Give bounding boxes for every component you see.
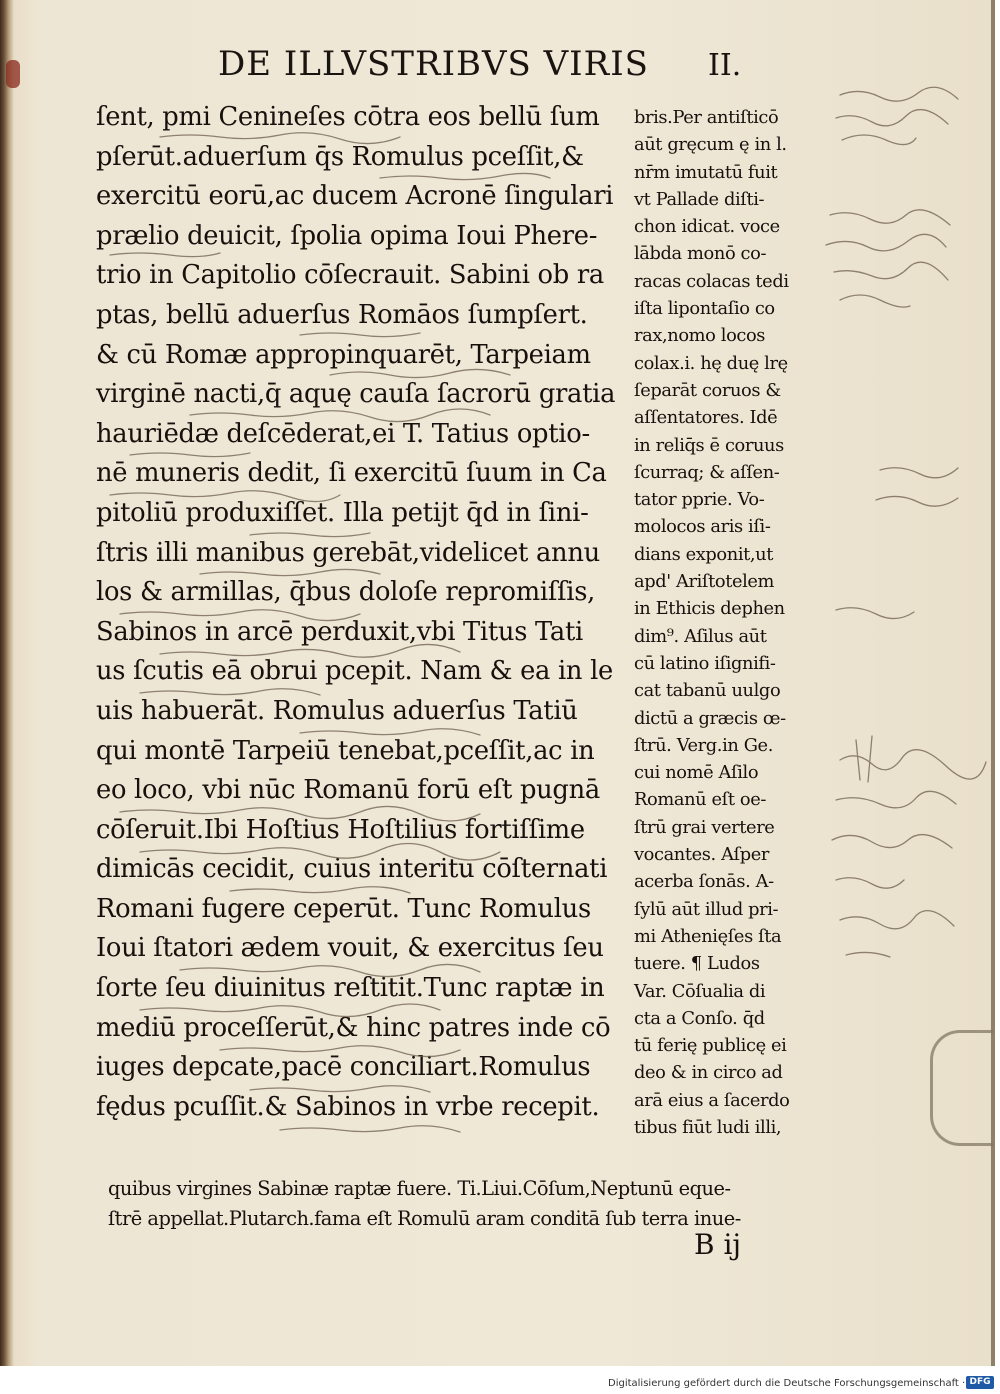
margin-scribble	[846, 952, 890, 957]
margin-scribble	[836, 878, 904, 888]
gloss-line: arā eius a ſacerdo	[634, 1089, 790, 1111]
gloss-line: in Ethicis dephen	[634, 598, 785, 620]
gloss-line: tibus fiūt ludi illi,	[634, 1116, 782, 1138]
interlinear-gloss	[380, 173, 550, 179]
main-text-line: nē muneris dedit, ſi exercitū ſuum in Ca	[96, 458, 607, 489]
interlinear-gloss	[330, 369, 510, 377]
main-text-line: us ſcutis eā obrui pcepit. Nam & ea in le	[96, 656, 613, 687]
main-text-line: ſtris illi manibus gerebāt,videlicet annu	[96, 537, 600, 568]
funding-credit: Digitalisierung gefördert durch die Deutsche Forschungsgemeinschaft ·	[608, 1378, 966, 1389]
gloss-line: ſylū aūt illud pri-	[634, 898, 779, 920]
margin-scribble	[840, 750, 986, 779]
gloss-line: iſta lipontaſio co	[634, 298, 775, 320]
interlinear-gloss	[300, 333, 420, 337]
main-text-line: ſorte ſeu diuinitus reſtitit.Tunc raptæ in	[96, 973, 605, 1004]
gloss-line: dictū a græcis œ-	[634, 707, 786, 729]
main-text-line: pitoliū produxiſſet. Illa petijt q̄d in ſini-	[96, 497, 589, 528]
gloss-line: acerba ſonās. A-	[634, 871, 774, 893]
main-text-line: ſent, pmi Cenineſes cōtra eos bellū ſum	[96, 102, 600, 132]
gloss-line: vt Pallade diſti-	[634, 188, 765, 210]
running-head: DE ILLVSTRIBVS VIRIS	[218, 44, 649, 84]
gloss-line: molocos aris iſi-	[634, 516, 771, 538]
gloss-line: tator pprie. Vo-	[634, 489, 765, 511]
gloss-line: colax.i. hę duę lrę	[634, 352, 788, 374]
margin-scribble	[830, 210, 950, 225]
main-text-line: cōſeruit.Ibi Hoſtius Hoſtilius fortiſſime	[96, 814, 585, 845]
gloss-line: ſcurraq; & aſſen-	[634, 461, 780, 483]
gloss-line: ſtrū. Verg.in Ge.	[634, 734, 773, 756]
interlinear-gloss	[120, 806, 480, 821]
gloss-line: aſſentatores. Idē	[634, 407, 778, 429]
gloss-line: mi Athenięſes ſta	[634, 925, 782, 947]
main-text-line: mediū proceſſerūt,& hinc patres inde cō	[96, 1012, 611, 1043]
main-text-line: qui montē Tarpeiū tenebat,pceſſit,ac in	[96, 735, 595, 766]
margin-scribble	[836, 791, 956, 808]
interlinear-gloss	[160, 644, 460, 657]
gloss-line: cū latino iſignifi-	[634, 652, 776, 674]
interlinear-gloss	[250, 533, 370, 537]
main-text-line: prælio deuicit, ſpolia opima Ioui Phere-	[96, 220, 598, 251]
interlinear-gloss	[280, 1126, 460, 1132]
dfg-logo: DFG	[966, 1376, 994, 1389]
margin-scribble	[842, 135, 916, 145]
main-text-line: exercitū eorū,ac ducem Acronē ſingulari	[96, 181, 614, 212]
main-text-line: pſerūt.aduerſum q̄s Romulus pceſſit,&	[96, 141, 584, 172]
margin-scribble	[840, 911, 954, 929]
main-text-line: iuges depcate,pacē conciliart.Romulus	[96, 1052, 591, 1083]
interlinear-gloss	[140, 689, 320, 695]
main-text-line: ptas, bellū aduerſus Romāos ſumpſert.	[96, 299, 588, 330]
main-text-line: los & armillas, q̄bus doloſe repromiſſis,	[96, 577, 596, 608]
main-text-line: eo loco, vbi nūc Romanū forū eſt pugnā	[96, 775, 600, 806]
gloss-line: cui nomē Aſilo	[634, 762, 759, 784]
margin-scribble	[876, 496, 958, 506]
main-text-line: Sabinos in arcē perduxit,vbi Titus Tati	[96, 616, 583, 647]
gloss-line: bris.Per antiſticō	[634, 107, 779, 128]
folio-number: II.	[708, 48, 742, 83]
interlinear-gloss	[250, 1086, 430, 1092]
gloss-line: nr̄m imutatū fuit	[634, 161, 778, 183]
interlinear-gloss	[300, 729, 480, 735]
gloss-line: tuere. ¶ Ludos	[634, 953, 760, 975]
signature-mark: B ij	[694, 1228, 742, 1261]
gloss-line: aūt gręcum ę in l.	[634, 134, 787, 156]
margin-scribble	[836, 110, 948, 126]
gloss-line: tū ferię publicę ei	[634, 1035, 787, 1057]
gloss-line: Var. Cōſualia di	[634, 980, 766, 1002]
gloss-line: racas colacas tedi	[634, 270, 789, 292]
gloss-line: ſeparāt coruos &	[634, 379, 781, 401]
gloss-line: dim⁹. Aſilus aūt	[634, 625, 767, 647]
gloss-line: Romanū eſt oe-	[634, 789, 766, 811]
interlinear-gloss	[180, 964, 480, 976]
gloss-line: vocantes. Aſper	[634, 844, 770, 866]
main-text-line: virginē nacti,q̄ aquę cauſa ſacrorū gratia	[96, 379, 616, 410]
main-text-line: dimicās cecidit, cuius interitu cōſternati	[96, 854, 608, 885]
main-text-line: fędus pcuſſit.& Sabinos in vrbe recepit.	[96, 1091, 600, 1122]
interlinear-gloss	[110, 491, 340, 502]
interlinear-gloss	[230, 887, 410, 893]
commentary-line: quibus virgines Sabinæ raptæ fuere. Ti.Liui.Cōſum,Neptunū eque-	[108, 1177, 731, 1200]
interlinear-gloss	[110, 253, 220, 257]
interlinear-gloss	[140, 1004, 440, 1017]
margin-scribble	[840, 295, 910, 307]
margin-scribble	[834, 262, 948, 280]
gloss-line: cta a Conſo. q̄d	[634, 1007, 765, 1029]
interlinear-gloss	[190, 409, 490, 422]
interlinear-gloss	[140, 843, 500, 860]
gloss-line: in reliq̄s ē coruus	[634, 434, 784, 456]
main-text-line: hauriēdæ deſcēderat,ei T. Tatius optio-	[96, 418, 590, 449]
commentary-line: ſtrē appellat.Plutarch.fama eſt Romulū aram conditā ſub terra inue-	[108, 1207, 741, 1230]
gloss-line: ſtrū grai vertere	[634, 816, 775, 838]
gloss-line: rax,nomo locos	[634, 325, 766, 347]
main-text-line: trio in Capitolio cōſecrauit. Sabini ob ra	[96, 260, 604, 291]
interlinear-gloss	[120, 610, 360, 621]
margin-scribble	[880, 468, 958, 478]
main-text-line: Ioui ſtatori ædem vouit, & exercitus ſeu	[96, 933, 604, 964]
gloss-line: cat tabanū uulgo	[634, 680, 781, 702]
margin-scribble	[826, 234, 946, 251]
main-text-line: Romani fugere ceperūt. Tunc Romulus	[96, 893, 591, 924]
interlinear-gloss	[200, 569, 380, 575]
main-text-line: & cū Romæ appropinquarēt, Tarpeiam	[96, 339, 591, 370]
gloss-line: chon idicat. voce	[634, 216, 780, 238]
margin-scribble	[832, 835, 952, 848]
main-text-line: uis habuerāt. Romulus aduerſus Tatiū	[96, 695, 578, 726]
gloss-line: deo & in circo ad	[634, 1062, 783, 1084]
interlinear-gloss	[160, 133, 400, 144]
interlinear-gloss	[130, 453, 250, 457]
margin-scribble	[836, 608, 914, 619]
gloss-line: lābda monō co-	[634, 243, 767, 265]
interlinear-gloss	[220, 1046, 460, 1057]
gloss-line: apd' Ariſtotelem	[634, 571, 775, 593]
gloss-line: dians exponit,ut	[634, 543, 774, 565]
margin-scribble	[840, 87, 958, 101]
